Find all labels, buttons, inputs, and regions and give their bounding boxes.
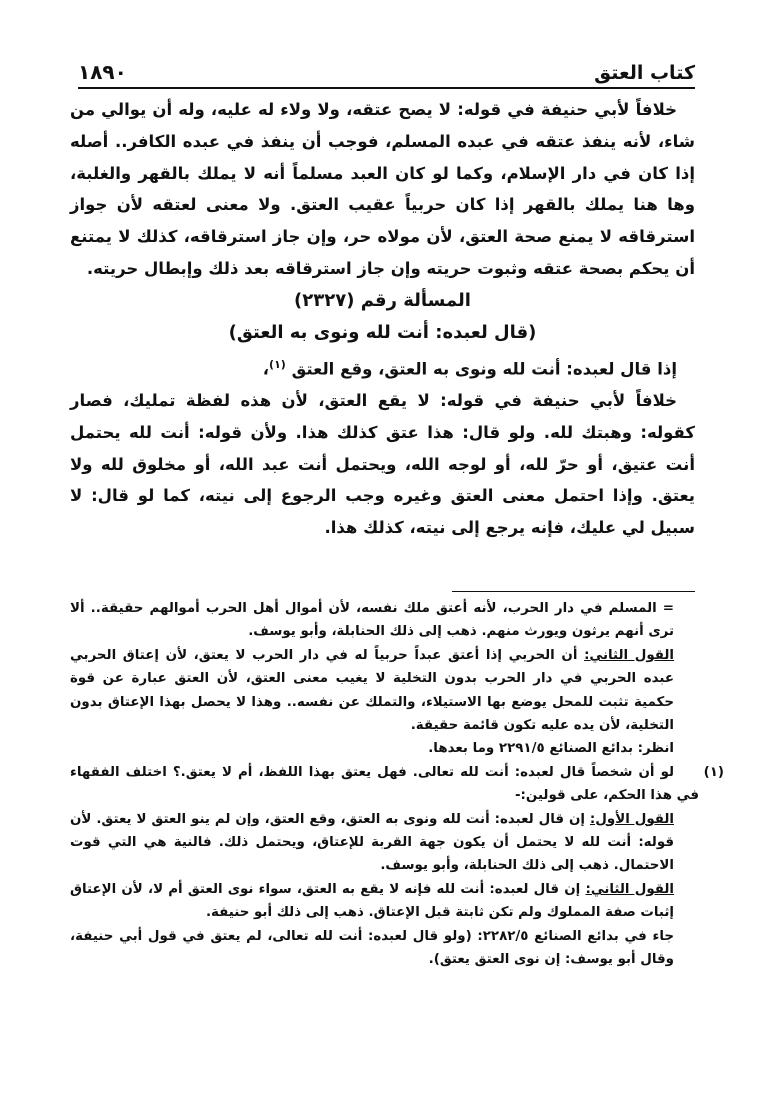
issue-subheading: (قال لعبده: أنت لله ونوى به العتق) [228, 321, 537, 343]
footnote-divider [452, 591, 695, 592]
fn1-opinion-2-text: إن قال لعبده: أنت لله فإنه لا يقع به العتق، سواء نوى العتق أم لا، لأن الإعتاق إثبات صفة المملوك ولم تكن ثابتة قبل الإعتاق. ذهب إلى ذلك أبو حنيفة. [70, 881, 674, 921]
main-text [70, 94, 695, 544]
footnote-reference: انظر: بدائع الصنائع ٢٢٩١/٥ وما بعدها. [428, 741, 674, 757]
paragraph-1: خلافاً لأبي حنيفة في قوله: لا يصح عتقه، ولا ولاء له عليه، وله أن يوالي من شاء، لأنه ينفذ عتقه في عبده المسلم، فوجب أن ينفذ في عبده الكافر.. أصله إذا كان في دار الإسلام، وكما لو كان العبد مسلماً أنه لا يملك بالقهر والغلبة، وها هنا يملك بالقهر إذا كان حربياً عقيب العتق. ولا معنى لعتقه لأن جواز استرقاقه لا يمنع صحة العتق، لأن مولاه حر، وإن جاز استرقاقه، كذلك لا يمتنع أن يحكم بصحة عتقه وثبوت حريته وإن جاز استرقاقه بعد ذلك وإبطال حريته. [70, 100, 695, 278]
fn1-opinion-1-text: إن قال لعبده: أنت لله ونوى به العتق، وقع العتق، وإن لم ينو العتق لا يعتق. لأن قوله: أنت لله لا يحتمل أن يكون جهة القربة للإعتاق، ويحتمل ذلك. فالنية هي التي قوت الاحتمال. ذهب إلى ذلك الحنابلة، وأبو يوسف. [70, 811, 674, 874]
paragraph-3: خلافاً لأبي حنيفة في قوله: لا يقع العتق، لأن هذه لفظة تمليك، فصار كقوله: وهبتك لله. ولو قال: هذا عتق كذلك هذا. ولأن قوله: أنت لله يحتمل أنت عتيق، أو حرّ لله، أو لوجه الله، ويحتمل أنت عبد الله، أو مخلوق لله ولا يعتق. وإذا احتمل معنى العتق وغيره وجب الرجوع إلى نيته، كما لو قال: لا سبيل لي عليك، فإنه يرجع إلى نيته، كذلك هذا. [70, 391, 695, 538]
fn1-opinion-1-label: القول الأول: [589, 811, 674, 827]
continuation-mark: = [662, 601, 674, 616]
footnotes [70, 597, 724, 972]
footnote-ref-1: (١) [269, 357, 286, 371]
book-title: كتاب العتق [594, 62, 695, 84]
footnote-1-intro: لو أن شخصاً قال لعبده: أنت لله تعالى. فهل يعتق بهذا اللفظ، أم لا يعتق.؟ اختلف الفقهاء في هذا الحكم، على قولين:- [70, 764, 699, 804]
issue-heading: المسألة رقم (٢٣٢٧) [294, 289, 471, 311]
footnote-1-number: (١) [703, 764, 724, 780]
paragraph-2: إذا قال لعبده: أنت لله ونوى به العتق، وقع العتق $^{(١)}$، [262, 357, 677, 379]
footnote-continued-text: المسلم في دار الحرب، لأنه أعتق ملك نفسه، لأن أموال أهل الحرب أموالهم حقيقة.. ألا ترى أنهم يرثون ويورث منهم. ذهب إلى ذلك الحنابلة، وأبو يوسف. [70, 601, 674, 640]
opinion-2-label: القول الثاني: [584, 647, 675, 663]
opinion-2-text: أن الحربي إذا أعتق عبداً حربياً له في دار الحرب لا يعتق، لأن إعتاق الحربي عبده الحربي في دار الحرب بدون التخلية لا يغيب معنى العتق، لأن العتق عبارة عن قوة حكمية تثبت للمحل يوضع بها الاستيلاء، والتملك عن نفسه.. وهذا لا يحصل بهذا الإعتاق بدون التخلية، لأن يده عليه تكون قائمة حقيقة. [70, 647, 674, 734]
footnote-continued [70, 597, 699, 644]
fn1-opinion-2-label: القول الثاني: [585, 881, 674, 897]
footnote-1-opinion-1 [70, 808, 699, 878]
page-header [78, 44, 695, 89]
paragraph-2-text: إذا قال لعبده: أنت لله ونوى به العتق، وقع العتق [291, 359, 677, 379]
footnote-1-reference: جاء في بدائع الصنائع ٢٢٨٢/٥: (ولو قال لعبده: أنت لله تعالى، لم يعتق في قول أبي حنيفة، وقال أبو يوسف: إن نوى العتق يعتق). [70, 928, 675, 968]
footnote-opinion-2 [70, 644, 699, 738]
footnote-1 [70, 761, 724, 808]
page-number: ١٨٩٠ [78, 60, 127, 84]
footnote-1-opinion-2 [70, 878, 699, 925]
